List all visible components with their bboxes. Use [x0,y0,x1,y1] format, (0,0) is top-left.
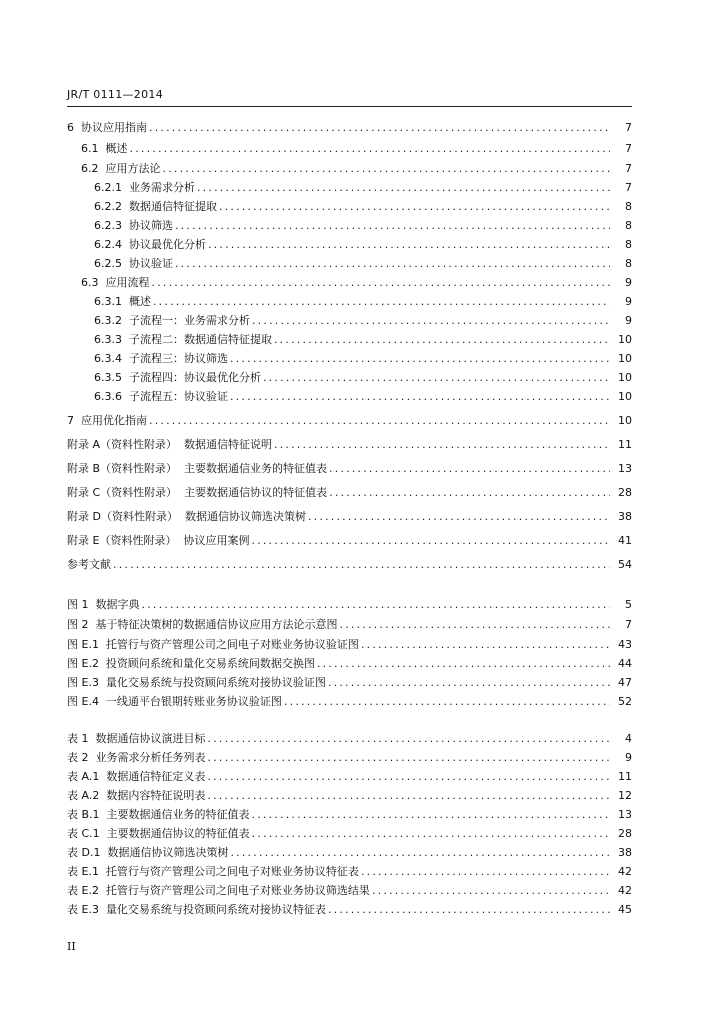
toc-entry[interactable] [94,389,632,405]
toc-entry-page: 9 [625,295,632,308]
toc-entry-label: 图 2 基于特征决策树的数据通信协议应用方法论示意图 [67,618,338,631]
toc-entry[interactable] [94,351,632,367]
toc-entry-label: 表 B.1 主要数据通信业务的特征值表 [67,808,250,821]
toc-entry[interactable] [67,769,632,785]
toc-entry-label: 6.3 应用流程 [81,276,150,289]
toc-entry-label: 表 1 数据通信协议演进目标 [67,732,206,745]
toc-entry[interactable] [94,332,632,348]
toc-leader-dots [361,637,610,653]
toc-entry-label: 6.1 概述 [81,142,128,155]
toc-entry[interactable] [67,731,632,747]
toc-entry-label: 6.2.4 协议最优化分析 [94,238,206,251]
toc-leader-dots [219,199,610,215]
toc-entry-label: 7 应用优化指南 [67,414,147,427]
toc-entry[interactable] [94,370,632,386]
document-code-header: JR/T 0111—2014 [67,88,163,101]
toc-entry[interactable] [94,294,632,310]
toc-entry-label: 6.2 应用方法论 [81,162,161,175]
toc-entry-page: 10 [618,371,632,384]
toc-entry-label: 表 E.1 托管行与资产管理公司之间电子对账业务协议特征表 [67,865,359,878]
toc-entry-page: 54 [618,558,632,571]
toc-entry[interactable] [67,864,632,880]
toc-leader-dots [328,675,610,691]
toc-leader-dots [230,351,610,367]
toc-entry-page: 8 [625,200,632,213]
toc-leader-dots [252,826,610,842]
toc-entry-label: 图 E.3 量化交易系统与投资顾问系统对接协议验证图 [67,676,326,689]
toc-leader-dots [207,769,610,785]
toc-entry[interactable] [94,237,632,253]
toc-entry[interactable] [67,675,632,691]
page-number: II [67,940,76,953]
toc-leader-dots [208,731,611,747]
toc-entry-page: 28 [618,486,632,499]
toc-entry-label: 6 协议应用指南 [67,121,147,134]
toc-entry[interactable] [67,533,632,549]
toc-entry-page: 9 [625,751,632,764]
toc-entry-label: 表 2 业务需求分析任务列表 [67,751,206,764]
toc-entry[interactable] [81,275,632,291]
toc-entry-page: 7 [625,142,632,155]
toc-leader-dots [149,120,610,136]
toc-leader-dots [113,557,610,573]
toc-entry-label: 6.2.5 协议验证 [94,257,173,270]
toc-entry[interactable] [67,788,632,804]
toc-entry-page: 10 [618,333,632,346]
toc-entry-page: 4 [625,732,632,745]
toc-entry-page: 44 [618,657,632,670]
toc-entry-page: 7 [625,618,632,631]
toc-entry-label: 图 E.4 一线通平台银期转账业务协议验证图 [67,695,282,708]
toc-entry[interactable] [67,826,632,842]
toc-entry-label: 表 E.2 托管行与资产管理公司之间电子对账业务协议筛选结果 [67,884,370,897]
toc-entry-label: 6.2.1 业务需求分析 [94,181,195,194]
toc-entry[interactable] [67,750,632,766]
toc-entry[interactable] [94,199,632,215]
toc-leader-dots [361,864,610,880]
toc-entry-page: 42 [618,865,632,878]
toc-entry-page: 38 [618,510,632,523]
toc-entry[interactable] [67,694,632,710]
toc-entry-page: 9 [625,276,632,289]
toc-entry[interactable] [94,313,632,329]
toc-entry[interactable] [67,807,632,823]
toc-leader-dots [274,437,610,453]
toc-entry-page: 10 [618,352,632,365]
toc-entry-label: 6.3.2 子流程一：业务需求分析 [94,314,250,327]
toc-entry[interactable] [67,902,632,918]
toc-entry[interactable] [67,557,632,573]
toc-entry-label: 6.3.5 子流程四：协议最优化分析 [94,371,261,384]
toc-entry[interactable] [81,161,632,177]
toc-entry-page: 38 [618,846,632,859]
toc-leader-dots [251,533,610,549]
toc-leader-dots [340,617,611,633]
toc-entry-page: 8 [625,238,632,251]
toc-entry-page: 52 [618,695,632,708]
toc-entry-page: 11 [618,438,632,451]
toc-leader-dots [284,694,610,710]
toc-entry-label: 附录 C（资料性附录） 主要数据通信协议的特征值表 [67,486,328,499]
toc-entry[interactable] [94,180,632,196]
toc-entry-page: 45 [618,903,632,916]
toc-entry-label: 参考文献 [67,558,111,571]
toc-leader-dots [130,141,611,157]
toc-leader-dots [274,332,610,348]
toc-leader-dots [230,845,610,861]
toc-entry[interactable] [67,883,632,899]
toc-entry-page: 9 [625,314,632,327]
toc-entry-label: 附录 D（资料性附录） 数据通信协议筛选决策树 [67,510,306,523]
toc-entry-page: 13 [618,462,632,475]
toc-leader-dots [263,370,610,386]
toc-entry-page: 47 [618,676,632,689]
toc-entry-label: 6.3.6 子流程五：协议验证 [94,390,228,403]
toc-entry-label: 表 D.1 数据通信协议筛选决策树 [67,846,229,859]
toc-entry[interactable] [67,413,632,429]
toc-entry-page: 12 [618,789,632,802]
toc-entry[interactable] [94,218,632,234]
toc-entry-label: 图 E.1 托管行与资产管理公司之间电子对账业务协议验证图 [67,638,359,651]
toc-entry[interactable] [94,256,632,272]
toc-entry[interactable] [67,637,632,653]
toc-leader-dots [175,218,610,234]
toc-entry-label: 6.2.3 协议筛选 [94,219,173,232]
toc-entry-label: 附录 B（资料性附录） 主要数据通信业务的特征值表 [67,462,328,475]
toc-leader-dots [153,294,610,310]
toc-entry-label: 图 E.2 投资顾问系统和量化交易系统间数据交换图 [67,657,315,670]
toc-entry[interactable] [67,509,632,525]
toc-leader-dots [317,656,610,672]
toc-leader-dots [329,485,610,501]
toc-entry-page: 11 [618,770,632,783]
toc-leader-dots [328,902,610,918]
toc-entry-page: 41 [618,534,632,547]
toc-entry[interactable] [67,437,632,453]
header-rule [67,106,632,107]
toc-entry[interactable] [67,617,632,633]
toc-leader-dots [197,180,610,196]
toc-entry-page: 13 [618,808,632,821]
toc-entry-page: 10 [618,414,632,427]
toc-leader-dots [372,883,610,899]
toc-entry-page: 7 [625,181,632,194]
toc-entry[interactable] [67,120,632,136]
toc-leader-dots [142,597,611,613]
toc-entry-page: 7 [625,121,632,134]
toc-entry-label: 附录 E（资料性附录） 协议应用案例 [67,534,250,547]
toc-leader-dots [152,275,611,291]
toc-entry-label: 表 A.2 数据内容特征说明表 [67,789,206,802]
toc-entry-label: 6.2.2 数据通信特征提取 [94,200,217,213]
toc-entry[interactable] [67,597,632,613]
toc-entry-page: 42 [618,884,632,897]
toc-leader-dots [163,161,611,177]
toc-entry-page: 10 [618,390,632,403]
toc-entry-page: 8 [625,257,632,270]
toc-entry-page: 28 [618,827,632,840]
toc-entry-label: 表 A.1 数据通信特征定义表 [67,770,206,783]
toc-entry-page: 7 [625,162,632,175]
toc-leader-dots [208,750,611,766]
toc-entry[interactable] [67,461,632,477]
toc-leader-dots [230,389,610,405]
toc-leader-dots [308,509,610,525]
toc-leader-dots [208,237,610,253]
toc-entry-label: 6.3.4 子流程三：协议筛选 [94,352,228,365]
toc-entry-page: 43 [618,638,632,651]
toc-leader-dots [329,461,610,477]
toc-leader-dots [252,313,610,329]
toc-entry-page: 5 [625,598,632,611]
toc-entry-page: 8 [625,219,632,232]
toc-leader-dots [149,413,610,429]
toc-entry-label: 6.3.1 概述 [94,295,151,308]
toc-entry[interactable] [81,141,632,157]
toc-leader-dots [252,807,610,823]
toc-entry-label: 表 E.3 量化交易系统与投资顾问系统对接协议特征表 [67,903,326,916]
toc-entry[interactable] [67,656,632,672]
toc-entry-label: 图 1 数据字典 [67,598,140,611]
toc-leader-dots [175,256,610,272]
toc-leader-dots [207,788,610,804]
toc-entry-label: 表 C.1 主要数据通信协议的特征值表 [67,827,250,840]
toc-entry[interactable] [67,485,632,501]
toc-entry-label: 6.3.3 子流程二：数据通信特征提取 [94,333,272,346]
toc-entry-label: 附录 A（资料性附录） 数据通信特征说明 [67,438,273,451]
toc-entry[interactable] [67,845,632,861]
